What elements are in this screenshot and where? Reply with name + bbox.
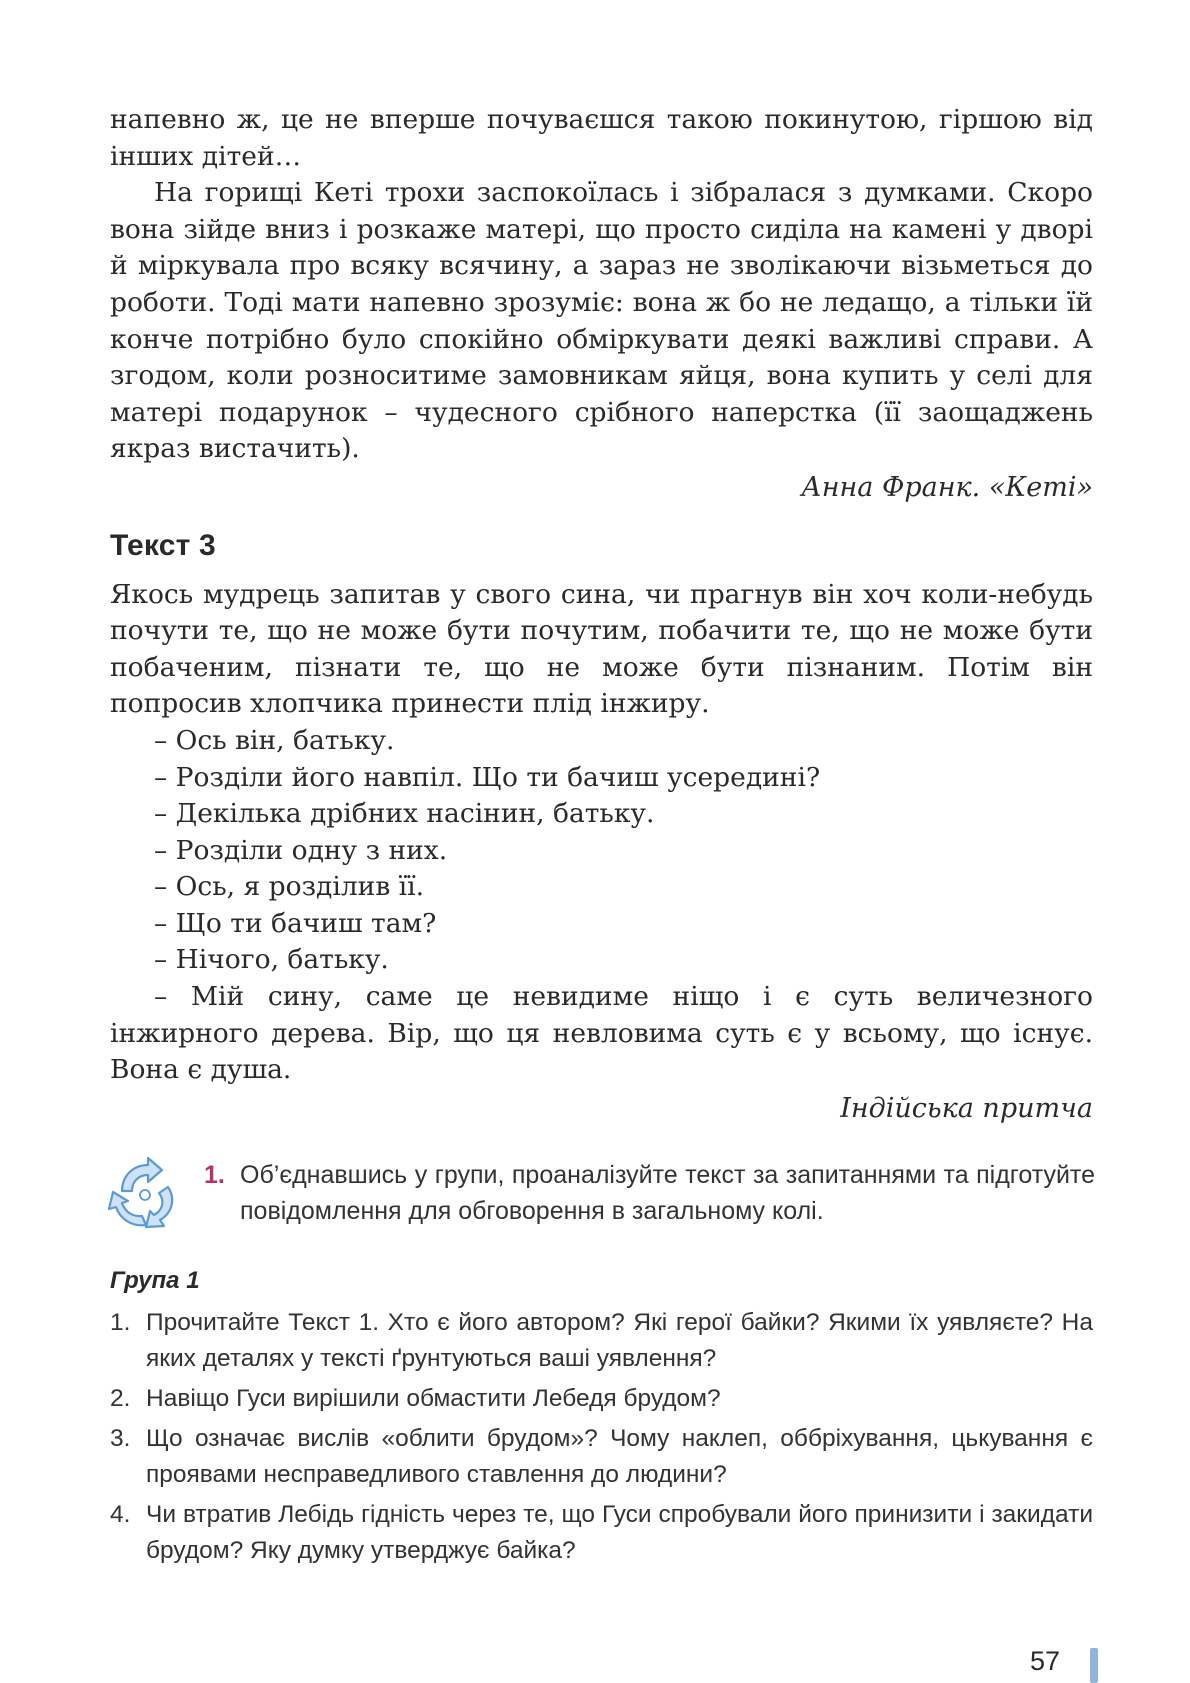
page-edge-marker xyxy=(1090,1648,1098,1683)
text3-intro: Якось мудрець запитав у свого сина, чи прагнув він хоч коли-небудь почути те, що не може бути почутим, побачити те, що не може бути побаченим, пізнати те, що не може бути пізнаним. Потім він попросив хлопчика принести плід інжиру. xyxy=(110,578,1093,720)
question-item xyxy=(110,1497,1093,1569)
group1-heading: Група 1 xyxy=(110,1267,200,1295)
dialogue-line: – Що ти бачиш там? xyxy=(154,907,437,939)
question-item xyxy=(110,1421,1093,1493)
dialogue-line: – Мій сину, саме це невидиме ніщо і є суть величезного інжирного дерева. Вір, що ця невловима суть є у всьому, що існує. Вона є душа. xyxy=(110,981,1093,1086)
text3-attribution: Індійська притча xyxy=(840,1092,1093,1124)
text3-body xyxy=(110,577,1093,1089)
story-attribution: Анна Франк. «Кеті» xyxy=(801,471,1093,503)
page-content xyxy=(110,102,1093,1573)
question-text: Що означає вислів «облити брудом»? Чому наклеп, оббріхування, цькування є проявами несправедливого ставлення до людини? xyxy=(146,1425,1093,1489)
dialogue-line: – Ось, я розділив її. xyxy=(154,871,425,903)
story-paragraph: На горищі Кеті трохи заспокоїлась і зібралася з думками. Скоро вона зійде вниз і розкаже матері, що просто сиділа на камені у дворі й міркувала про всяку всячину, а зараз не зволікаючи візьметься до роботи. Тоді мати напевно зрозуміє: вона ж бо не ледащо, а тільки їй конче потрібно було спокійно обміркувати деякі важливі справи. А згодом, коли розноситиме замовникам яйця, вона купить у селі для матері подарунок – чудесного срібного наперстка (її заощаджень якраз вистачить). xyxy=(110,177,1093,465)
task-instruction: Об’єднавшись у групи, проаналізуйте текст за запитаннями та підготуйте повідомлення для обговорення в загальному колі. xyxy=(240,1161,1095,1226)
story-ending xyxy=(110,102,1093,468)
dialogue-line: – Нічого, батьку. xyxy=(154,944,389,976)
question-number: 3. xyxy=(110,1425,131,1453)
dialogue-line: – Розділи одну з них. xyxy=(154,834,448,866)
question-list xyxy=(110,1305,1093,1569)
text3-heading: Текст 3 xyxy=(110,528,216,562)
question-number: 4. xyxy=(110,1501,131,1529)
task-block xyxy=(110,1151,1093,1247)
story-paragraph: напевно ж, це не вперше почуваєшся такою покинутою, гіршою від інших дітей… xyxy=(110,104,1093,172)
question-item xyxy=(110,1381,1093,1417)
task-number: 1. xyxy=(204,1161,225,1190)
question-number: 2. xyxy=(110,1385,131,1413)
dialogue-line: – Декілька дрібних насінин, батьку. xyxy=(154,798,655,830)
question-number: 1. xyxy=(110,1309,131,1337)
group-work-arrows-icon xyxy=(104,1151,186,1233)
question-text: Чи втратив Лебідь гідність через те, що Гуси спробували його принизити і закидати брудом? Яку думку утверджує байка? xyxy=(146,1501,1093,1565)
question-item xyxy=(110,1305,1093,1377)
question-text: Навіщо Гуси вирішили обмастити Лебедя брудом? xyxy=(146,1385,721,1413)
dialogue-line: – Ось він, батьку. xyxy=(154,724,395,756)
page-number: 57 xyxy=(1030,1646,1061,1676)
question-text: Прочитайте Текст 1. Хто є його автором? Які герої байки? Якими їх уявляєте? На яких деталях у тексті ґрунтуються ваші уявлення? xyxy=(146,1309,1093,1373)
dialogue-line: – Розділи його навпіл. Що ти бачиш усередині? xyxy=(154,761,821,793)
